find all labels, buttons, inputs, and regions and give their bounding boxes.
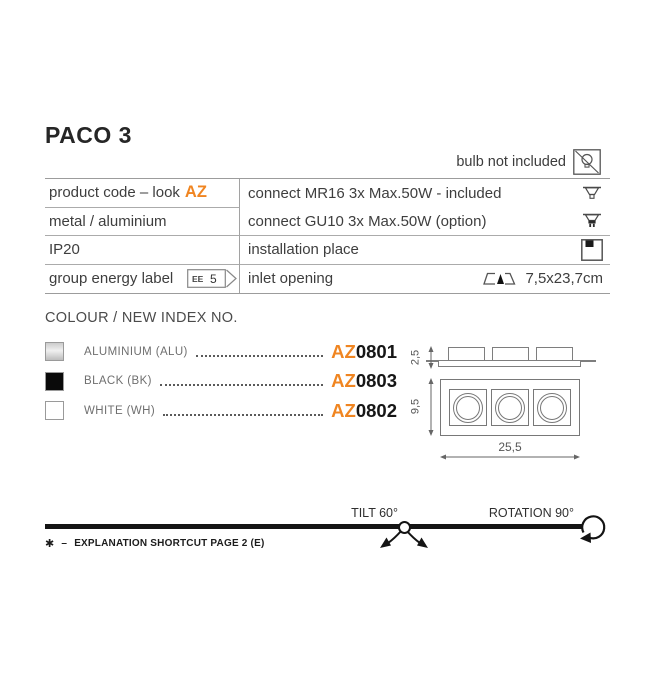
spec-inlet-cell (240, 265, 610, 294)
side-view-lamp-housing (536, 347, 573, 361)
spec-installation-cell (240, 236, 610, 265)
spec-table (45, 178, 610, 294)
footnote-text: EXPLANATION SHORTCUT PAGE 2 (E) (74, 538, 265, 549)
dotted-leader (196, 355, 323, 357)
code-prefix: AZ (331, 399, 356, 421)
product-code (331, 400, 397, 422)
inlet-opening-icon (482, 271, 519, 286)
spec-energy-label: group energy label (49, 270, 174, 288)
spec-product-code-label: product code – look (49, 184, 180, 202)
spec-installation-label: installation place (248, 241, 359, 259)
lamp-ring-inner (540, 396, 564, 420)
dotted-leader (163, 414, 323, 416)
bulb-not-included-icon (573, 149, 601, 175)
swatch-white (45, 401, 64, 420)
inlet-size-value: 7,5x23,7cm (525, 270, 603, 288)
colour-list (45, 337, 397, 426)
code-number: 0802 (355, 399, 397, 421)
gu10-icon-wrap (581, 213, 603, 229)
front-view-frame (440, 379, 580, 436)
bulb-note-text: bulb not included (456, 154, 566, 170)
swatch-black (45, 372, 64, 391)
lamp-ring-outer (453, 393, 483, 423)
code-prefix: AZ (331, 370, 356, 392)
table-row (45, 265, 610, 294)
side-height-dimension: 2,5 (409, 349, 422, 366)
asterisk-icon: ✱ (45, 538, 55, 550)
lamp-ring-outer (495, 393, 525, 423)
spec-energy-cell (45, 265, 240, 294)
lamp-ring-outer (537, 393, 567, 423)
colour-label: BLACK (BK) (84, 375, 152, 388)
lamp-ring-inner (498, 396, 522, 420)
table-row (45, 179, 610, 208)
energy-badge-prefix: EE (192, 274, 204, 285)
spec-connect-gu10-label: connect GU10 3x Max.50W (option) (248, 212, 487, 230)
footnote (45, 537, 264, 550)
front-view-lamp-cell (449, 389, 487, 426)
table-row (45, 236, 610, 265)
list-item (45, 337, 397, 367)
spec-ip-cell (45, 236, 240, 265)
energy-label-badge (187, 269, 237, 288)
dimension-arrow-horizontal (440, 452, 580, 462)
brand-accent-az: AZ (184, 183, 207, 202)
code-prefix: AZ (331, 340, 356, 362)
side-view-body (438, 361, 581, 367)
side-view-lamp-housing (492, 347, 529, 361)
dotted-leader (160, 384, 323, 386)
swatch-aluminium (45, 342, 64, 361)
dimension-arrow-vertical (427, 378, 435, 436)
recessed-icon-wrap (581, 239, 603, 261)
product-code (331, 370, 397, 392)
energy-badge-value: 5 (210, 272, 217, 287)
footnote-separator: – (61, 538, 68, 549)
dimension-arrow-vertical (427, 346, 435, 369)
spec-material-label: metal / aluminium (49, 212, 167, 230)
side-view-lamp-housing (448, 347, 485, 361)
tilt-pivot-icon (398, 521, 411, 534)
feature-divider-line (45, 524, 583, 529)
front-view-lamp-cell (491, 389, 529, 426)
spec-connect-mr16-label: connect MR16 3x Max.50W - included (248, 184, 502, 202)
front-height-dimension: 9,5 (409, 398, 422, 415)
colour-section-title: COLOUR / NEW INDEX NO. (45, 310, 238, 326)
gu10-lamp-icon (581, 213, 603, 229)
recessed-ceiling-icon (581, 239, 603, 261)
tilt-label: TILT 60° (351, 506, 398, 520)
spec-inlet-label: inlet opening (248, 270, 334, 288)
table-row (45, 208, 610, 237)
colour-label: WHITE (WH) (84, 404, 156, 417)
list-item (45, 367, 397, 397)
spec-connect-mr16-cell (240, 179, 610, 208)
spec-product-code-cell (45, 179, 240, 208)
inlet-icon-wrap (482, 270, 603, 287)
spec-ip-label: IP20 (49, 241, 80, 259)
code-number: 0801 (355, 340, 397, 362)
front-width-dimension: 25,5 (498, 440, 522, 454)
front-view-lamp-cell (533, 389, 571, 426)
colour-label: ALUMINIUM (ALU) (84, 345, 188, 358)
code-number: 0803 (355, 370, 397, 392)
page-title: PACO 3 (45, 122, 132, 148)
spec-connect-gu10-cell (240, 208, 610, 237)
rotation-arrow-icon (577, 512, 609, 544)
mr16-lamp-icon (581, 186, 603, 200)
product-code (331, 341, 397, 363)
list-item (45, 396, 397, 426)
lamp-ring-inner (456, 396, 480, 420)
mr16-icon-wrap (581, 186, 603, 200)
spec-material-cell (45, 208, 240, 237)
rotation-label: ROTATION 90° (488, 506, 574, 520)
